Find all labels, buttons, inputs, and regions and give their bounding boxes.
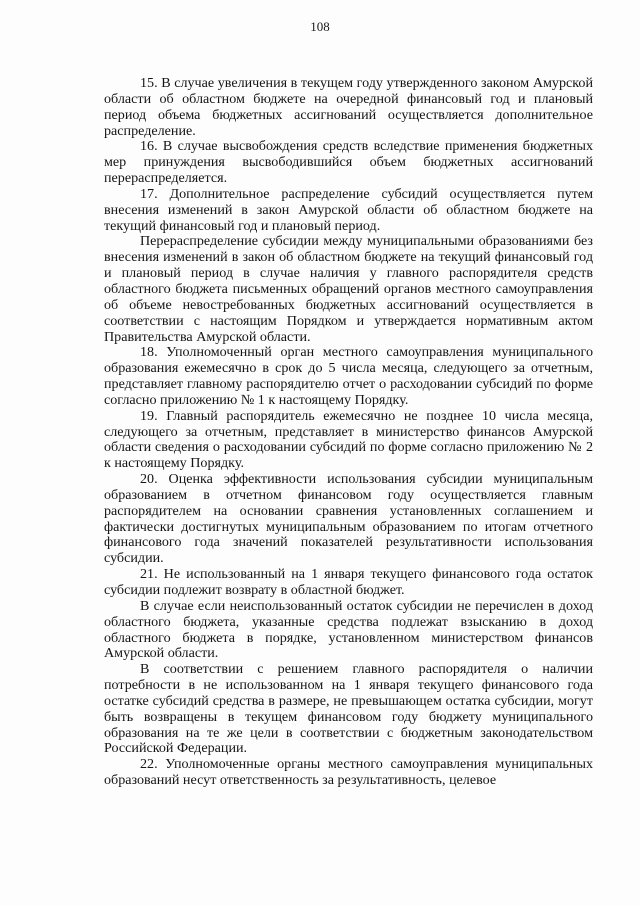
paragraph-unpaid-balance: В случае если неиспользованный остаток субсидии не перечислен в доход областного бюджета, указанные средства подлежат взысканию в доход областного бюджета в порядке, установленном министерством финансов Амурской области. (104, 597, 593, 662)
paragraph-17: 17. Дополнительное распределение субсидий осуществляется путем внесения изменений в закон Амурской области об областном бюджете на текущий финансовый год и плановый период. (104, 185, 593, 234)
paragraph-19: 19. Главный распорядитель ежемесячно не позднее 10 числа месяца, следующего за отчетным, представляет в министерство финансов Амурской области сведения о расходовании субсидий по форме согласно приложению № 2 к настоящему Порядку. (104, 407, 593, 472)
paragraph-20: 20. Оценка эффективности использования субсидии муниципальным образованием в отчетном финансовом году осуществляется главным распорядителем на основании сравнения установленных соглашением и фактически достигнутых муниципальным образованием по итогам отчетного финансового года значений показателей результативности использования субсидии. (104, 471, 593, 567)
paragraph-15: 15. В случае увеличения в текущем году утвержденного законом Амурской области об областном бюджете на очередной финансовый год и плановый период объема бюджетных ассигнований осуществляется дополнительное распределение. (104, 75, 593, 139)
paragraph-18: 18. Уполномоченный орган местного самоуправления муниципального образования ежемесячно в срок до 5 числа месяца, следующего за отчетным, представляет главному распорядителю отчет о расходовании субсидий по форме согласно приложению № 1 к настоящему Порядку. (104, 344, 593, 408)
paragraph-21: 21. Не использованный на 1 января текущего финансового года остаток субсидии подлежит возврату в областной бюджет. (104, 566, 593, 598)
paragraph-22: 22. Уполномоченные органы местного самоуправления муниципальных образований несут ответственность за результативность, целевое (104, 756, 593, 789)
paragraph-16: 16. В случае высвобождения средств вследствие применения бюджетных мер принуждения высвободившийся объем бюджетных ассигнований перераспределяется. (104, 138, 593, 187)
page-number: 108 (310, 19, 330, 34)
paragraph-return-balance: В соответствии с решением главного распорядителя о наличии потребности в не использованном на 1 января текущего финансового года остатке субсидий средства в размере, не превышающем остатка субсидии, могут быть возвращены в текущем финансовом году бюджету муниципального образования на те же цели в соответствии с бюджетным законодательством Российской Федерации. (104, 661, 593, 757)
document-body (104, 76, 593, 789)
paragraph-redistribution: Перераспределение субсидии между муниципальными образованиями без внесения изменений в закон об областном бюджете на текущий финансовый год и плановый период в случае наличия у главного распорядителя средств областного бюджета письменных обращений органов местного самоуправления об объеме невостребованных бюджетных ассигнований осуществляется в соответствии с настоящим Порядком и утверждается нормативным актом Правительства Амурской области. (104, 233, 593, 345)
